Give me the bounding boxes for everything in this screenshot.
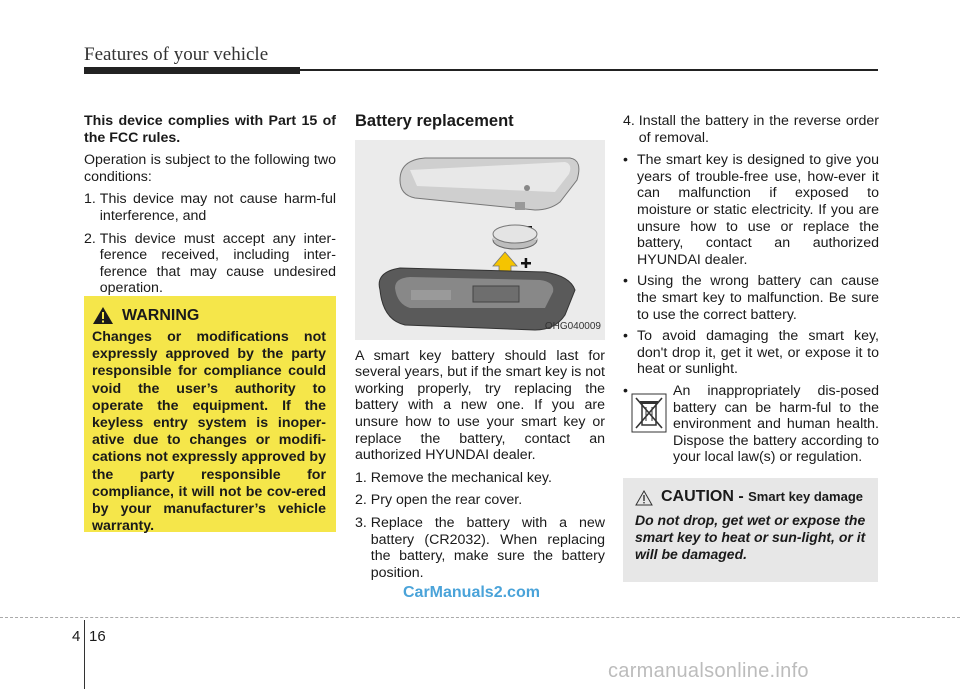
step-text: Remove the mechanical key.	[370, 469, 552, 486]
bullet-dot: •	[623, 328, 628, 345]
step-text: Replace the battery with a new battery (CR2032). When replacing the battery, make sure the battery position.	[370, 514, 605, 581]
bullet-text: Using the wrong battery can cause the smart key to malfunction. Be sure to use the correct battery.	[637, 273, 879, 323]
page-header-title: Features of your vehicle	[84, 44, 269, 65]
column-left	[84, 113, 336, 303]
battery-replacement-figure	[355, 140, 605, 340]
site-watermark: carmanualsonline.info	[608, 660, 809, 682]
caution-subtitle: Smart key damage	[748, 489, 864, 504]
condition-item	[84, 191, 336, 224]
condition-item	[84, 231, 336, 297]
header-rule-thin	[300, 69, 878, 71]
condition-number: 1.	[84, 191, 100, 208]
operation-intro: Operation is subject to the following two conditions:	[84, 152, 336, 185]
footer-divider	[0, 617, 960, 618]
warning-header	[92, 306, 326, 325]
warning-box	[84, 296, 336, 535]
chapter-number: 4	[72, 628, 81, 645]
column-middle	[355, 113, 605, 587]
footer-vertical-rule	[84, 620, 85, 689]
column-right	[623, 113, 879, 466]
step-item	[355, 515, 605, 581]
bullet-text: The smart key is designed to give you years of trouble-free use, how-ever it can malfunction if exposed to moisture or static electricity. If you are unsure how to use or replace the battery, contact an authorized HYUNDAI dealer.	[637, 152, 879, 268]
header-rule-thick	[84, 67, 300, 74]
step-number: 2.	[355, 492, 371, 509]
bullet-item	[623, 328, 879, 378]
caution-title: CAUTION -	[661, 488, 749, 505]
condition-text: This device may not cause harm-ful interference, and	[99, 191, 336, 224]
bullet-item	[623, 273, 879, 323]
step-text: Pry open the rear cover.	[370, 492, 523, 509]
bullet-dot: •	[623, 152, 628, 169]
step-number: 1.	[355, 469, 371, 486]
fcc-notice: This device complies with Part 15 of the FCC rules.	[84, 113, 336, 146]
bullet-item	[623, 152, 879, 268]
step-text: Install the battery in the reverse order of removal.	[638, 113, 879, 146]
step-item	[355, 470, 605, 487]
warning-body: Changes or modifications not expressly approved by the party responsible for compliance could void the user’s authority to operate the equipment. If the keyless entry system is inoper-ative due to changes or modifi-cations not expressly approved by the party responsible for compliance, it will not be cov-ered by your manufacturer’s vehicle warranty.	[92, 329, 326, 535]
section-title: Battery replacement	[355, 112, 514, 130]
figure-code: OHG040009	[544, 321, 601, 332]
bullet-dot: •	[623, 273, 628, 290]
warning-triangle-icon	[92, 306, 114, 325]
disposal-item	[623, 383, 879, 466]
bullet-dot: •	[623, 382, 628, 399]
watermark-link[interactable]: CarManuals2.com	[403, 584, 540, 601]
battery-intro: A smart key battery should last for several years, but if the smart key is not working properly, try replacing the battery with a new one. If you are unsure how to use your smart key or replace the battery, contact an authorized HYUNDAI dealer.	[355, 347, 605, 464]
page-number: 16	[89, 628, 106, 645]
caution-box	[623, 478, 878, 582]
disposal-text: An inappropriately dis-posed battery can be harm-ful to the environment and human health. Dispose the battery according to your local law(s) or regulation.	[673, 382, 879, 466]
step-item	[355, 492, 605, 509]
smart-key-battery-illustration	[355, 140, 605, 340]
caution-header	[635, 488, 868, 506]
step-number: 4.	[623, 113, 639, 129]
step-item	[623, 113, 879, 146]
warning-title: WARNING	[122, 306, 200, 324]
bullet-text: To avoid damaging the smart key, don't drop it, get it wet, or expose it to heat or sunlight.	[637, 328, 879, 378]
condition-text: This device must accept any inter-ference received, including inter-ference that may cause undesired operation.	[99, 230, 336, 297]
crossed-bin-icon	[631, 393, 667, 433]
caution-body: Do not drop, get wet or expose the smart key to heat or sun-light, or it will be damaged.	[635, 512, 866, 562]
condition-number: 2.	[84, 230, 100, 247]
step-number: 3.	[355, 514, 371, 531]
caution-triangle-icon	[635, 490, 653, 506]
